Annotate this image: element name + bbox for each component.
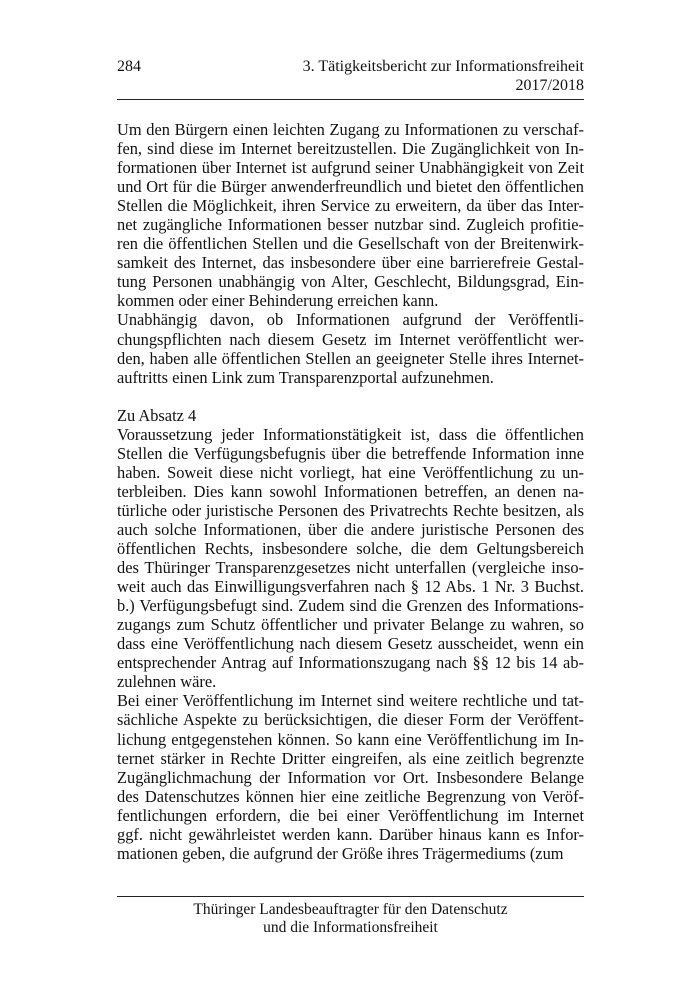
text-line: mationen geben, die aufgrund der Größe ihres Trägermediums (zum (117, 843, 564, 863)
text-line: zugangs zum Schutz öffentlicher und privater Belange zu wahren, so (117, 615, 584, 635)
text-line: lichung entgegenstehen können. So kann eine Veröffentlichung im In- (117, 729, 584, 749)
running-title-line-2: 2017/2018 (515, 77, 584, 94)
paragraph (117, 691, 584, 862)
text-line: und Ort für die Bürger anwenderfreundlich und bietet den öffentlichen (117, 177, 584, 197)
text-line: zulehnen wäre. (117, 672, 217, 692)
paragraph (117, 425, 584, 692)
running-title (303, 57, 584, 95)
text-line: Stellen die Verfügungsbefugnis über die betreffende Information inne (117, 443, 584, 463)
text-line: tung Personen unabhängig von Alter, Geschlecht, Bildungsgrad, Ein- (117, 272, 584, 292)
text-line: kommen oder einer Behinderung erreichen kann. (117, 291, 439, 311)
text-line: ren die öffentlichen Stellen und die Gesellschaft von der Breitenwirk- (117, 234, 584, 254)
paragraph (117, 310, 584, 386)
text-line: Unabhängig davon, ob Informationen aufgrund der Veröffentli- (117, 310, 584, 330)
paragraph (117, 120, 584, 310)
text-line: Stellen die Möglichkeit, ihren Service zu erweitern, da über das Inter- (117, 196, 584, 216)
text-line: fen, sind diese im Internet bereitzustellen. Die Zugänglichkeit von In- (117, 139, 584, 159)
header-divider (117, 99, 584, 100)
text-line: den, haben alle öffentlichen Stellen an geeigneter Stelle ihres Internet- (117, 348, 584, 368)
text-line: chungspflichten nach diesem Gesetz im Internet veröffentlicht wer- (117, 329, 584, 349)
text-line: haben. Soweit diese nicht vorliegt, hat eine Veröffentlichung zu un- (117, 462, 584, 482)
text-line: entsprechender Antrag auf Informationszugang nach §§ 12 bis 14 ab- (117, 653, 584, 673)
text-line: Zu Absatz 4 (117, 405, 197, 425)
footer-line-1: Thüringer Landesbeauftragter für den Datenschutz (193, 901, 508, 918)
text-line: ggf. nicht gewährleistet werden kann. Darüber hinaus kann es Infor- (117, 824, 584, 844)
text-line: Um den Bürgern einen leichten Zugang zu Informationen zu verschaf- (117, 120, 584, 139)
text-line: ternet stärker in Rechte Dritter eingreifen, als eine zeitlich begrenzte (117, 748, 584, 768)
text-line: Zugänglichmachung der Information vor Ort. Insbesondere Belange (117, 767, 584, 787)
text-line: samkeit des Internet, das insbesondere über eine barrierefreie Gestal- (117, 253, 584, 273)
text-line: Bei einer Veröffentlichung im Internet sind weitere rechtliche und tat- (117, 691, 584, 711)
footer-line-2: und die Informationsfreiheit (263, 919, 438, 936)
paragraph-gap (117, 387, 584, 406)
footer-divider (117, 896, 584, 897)
page-footer (117, 901, 584, 937)
text-line: türliche oder juristische Personen des Privatrechts Rechte besitzen, als (117, 500, 584, 520)
text-line: net zugängliche Informationen besser nutzbar sind. Zugleich profitie- (117, 215, 584, 235)
text-line: Voraussetzung jeder Informationstätigkeit ist, dass die öffentlichen (117, 424, 584, 444)
section-heading (117, 406, 584, 425)
text-line: des Thüringer Transparenzgesetzes nicht unterfallen (vergleiche inso- (117, 558, 584, 578)
text-line: sächliche Aspekte zu berücksichtigen, die dieser Form der Veröffent- (117, 710, 584, 730)
running-title-line-1: 3. Tätigkeitsbericht zur Informationsfreiheit (302, 58, 584, 75)
text-line: öffentlichen Rechts, insbesondere solche, die dem Geltungsbereich (117, 539, 584, 559)
text-line: b.) Verfügungsbefugt sind. Zudem sind die Grenzen des Informations- (117, 596, 584, 616)
text-line: formationen über Internet ist aufgrund seiner Unabhängigkeit von Zeit (117, 158, 584, 178)
text-line: fentlichungen erfordern, die bei einer Veröffentlichung im Internet (117, 805, 584, 825)
body-text (117, 120, 584, 863)
text-line: terbleiben. Dies kann sowohl Informationen betreffen, an denen na- (117, 481, 584, 501)
page-number: 284 (117, 58, 141, 75)
text-line: auftritts einen Link zum Transparenzportal aufzunehmen. (117, 367, 494, 387)
text-line: auch solche Informationen, über die andere juristische Personen des (117, 519, 584, 539)
text-line: dass eine Veröffentlichung nach diesem Gesetz ausscheidet, wenn ein (117, 634, 584, 654)
text-line: des Datenschutzes können hier eine zeitliche Begrenzung von Veröf- (117, 786, 584, 806)
page-header (117, 57, 584, 97)
text-line: weit auch das Einwilligungsverfahren nach § 12 Abs. 1 Nr. 3 Buchst. (117, 577, 584, 597)
